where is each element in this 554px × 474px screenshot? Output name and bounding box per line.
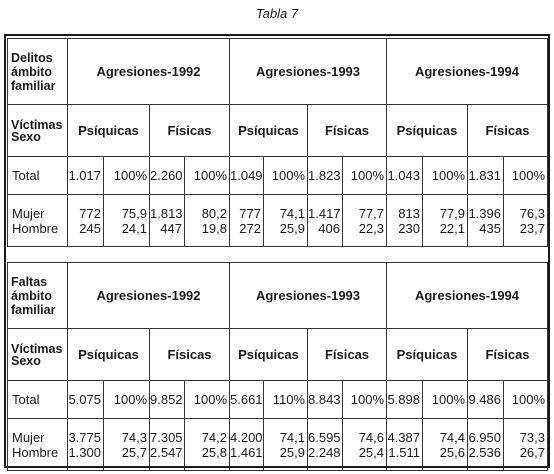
hombre-value: 2.536 [468,444,501,460]
mujer-label: Mujer [12,205,45,221]
total-percent: 100% [185,381,230,419]
total-percent: 100% [104,381,150,419]
hombre-value: 406 [318,220,340,236]
total-count: 1.049 [230,157,264,195]
mujer-value: 6.595 [308,429,341,445]
total-percent: 100% [185,157,230,195]
header-label-line: ámbito [11,64,52,79]
sex-count-cell [230,419,264,471]
group-header: Agresiones-1993 [230,263,387,329]
sex-percent-cell [504,419,548,471]
total-label: Total [8,381,68,419]
table-separator [6,250,548,262]
hombre-value: 435 [479,220,501,236]
mujer-value: 772 [79,205,101,221]
mujer-value: 76,3 [519,205,545,221]
hombre-label: Hombre [12,444,59,460]
hombre-value: 1.461 [230,444,263,460]
sex-count-cell [308,195,343,247]
subheader-row [8,105,548,157]
group-header: Agresiones-1993 [230,39,387,105]
header-label-line: ámbito [11,288,52,303]
sex-count-cell [150,419,185,471]
psiquicas-header: Psíquicas [387,105,468,157]
sex-count-cell [468,419,504,471]
hombre-value: 25,6 [439,444,465,460]
mujer-value: 4.387 [387,429,420,445]
total-percent: 100% [423,157,468,195]
total-percent: 100% [343,381,387,419]
sex-count-cell [468,195,504,247]
tables-frame [4,34,550,468]
victims-sex-label [8,329,68,381]
sex-count-cell [387,419,423,471]
sex-percent-cell [343,419,387,471]
mujer-value: 77,7 [358,205,384,221]
psiquicas-header: Psíquicas [230,329,308,381]
sex-percent-cell [423,419,468,471]
sex-percent-cell [185,419,230,471]
mujer-value: 74,4 [439,429,465,445]
sex-percent-cell [504,195,548,247]
hombre-value: 25,9 [279,220,305,236]
subheader-row [8,329,548,381]
hombre-value: 2.547 [150,444,183,460]
total-count: 9.852 [150,381,185,419]
sex-breakdown-row [8,195,548,247]
group-header: Agresiones-1992 [68,39,230,105]
sex-percent-cell [185,195,230,247]
header-label-line: Delitos [11,50,53,65]
group-header: Agresiones-1994 [387,39,548,105]
delitos-table [7,38,548,247]
sex-count-cell [230,195,264,247]
hombre-value: 2.248 [308,444,341,460]
mujer-value: 777 [239,205,261,221]
header-row [8,39,548,105]
total-percent: 100% [504,157,548,195]
mujer-value: 3.775 [68,429,101,445]
psiquicas-header: Psíquicas [387,329,468,381]
total-count: 1.017 [68,157,104,195]
total-count: 8.843 [308,381,343,419]
hombre-label: Hombre [12,220,59,236]
mujer-value: 73,3 [519,429,545,445]
total-row [8,157,548,195]
fisicas-header: Físicas [150,329,230,381]
total-count: 1.823 [308,157,343,195]
total-label: Total [8,157,68,195]
fisicas-header: Físicas [468,105,548,157]
total-row [8,381,548,419]
mujer-value: 4.200 [230,429,263,445]
mujer-value: 74,6 [358,429,384,445]
group-header: Agresiones-1994 [387,263,548,329]
victims-label-line: Víctimas [11,341,63,356]
fisicas-header: Físicas [468,329,548,381]
sex-labels [8,195,68,247]
sex-count-cell [68,195,104,247]
total-percent: 100% [264,157,308,195]
victims-label-line: Sexo [11,129,41,144]
header-label-line: familiar [11,78,56,93]
total-count: 5.898 [387,381,423,419]
mujer-value: 77,9 [439,205,465,221]
hombre-value: 25,4 [358,444,384,460]
psiquicas-header: Psíquicas [230,105,308,157]
sex-percent-cell [264,419,308,471]
hombre-value: 19,8 [201,220,227,236]
mujer-value: 75,9 [121,205,147,221]
table-caption: Tabla 7 [255,6,299,21]
sex-percent-cell [104,195,150,247]
hombre-value: 1.511 [388,444,420,460]
mujer-value: 74,2 [201,429,227,445]
total-count: 9.486 [468,381,504,419]
hombre-value: 22,1 [439,220,465,236]
mujer-value: 813 [398,205,420,221]
hombre-value: 272 [239,220,261,236]
sex-breakdown-row [8,419,548,471]
hombre-value: 447 [160,220,182,236]
mujer-value: 7.305 [150,429,183,445]
hombre-value: 26,7 [519,444,545,460]
fisicas-header: Físicas [308,329,387,381]
hombre-value: 245 [79,220,101,236]
mujer-value: 74,1 [279,429,305,445]
sex-count-cell [308,419,343,471]
header-row [8,263,548,329]
sex-count-cell [387,195,423,247]
mujer-value: 1.396 [468,205,501,221]
victims-label-line: Víctimas [11,117,63,132]
faltas-table [7,262,548,471]
total-count: 1.043 [387,157,423,195]
header-label-line: Faltas [11,274,48,289]
hombre-value: 24,1 [121,220,147,236]
total-count: 2.260 [150,157,185,195]
sex-labels [8,419,68,471]
table-header-label [8,263,68,329]
hombre-value: 1.300 [68,444,101,460]
sex-count-cell [68,419,104,471]
total-count: 1.831 [468,157,504,195]
header-label-line: familiar [11,302,56,317]
mujer-value: 6.950 [468,429,501,445]
total-percent: 100% [104,157,150,195]
psiquicas-header: Psíquicas [68,105,150,157]
mujer-value: 80,2 [201,205,227,221]
total-percent: 100% [504,381,548,419]
sex-percent-cell [343,195,387,247]
sex-percent-cell [104,419,150,471]
hombre-value: 25,8 [201,444,227,460]
total-count: 5.075 [68,381,104,419]
fisicas-header: Físicas [308,105,387,157]
mujer-value: 74,1 [279,205,305,221]
mujer-value: 1.417 [308,205,341,221]
mujer-value: 1.813 [150,205,183,221]
total-percent: 100% [423,381,468,419]
fisicas-header: Físicas [150,105,230,157]
mujer-value: 74,3 [121,429,147,445]
victims-label-line: Sexo [11,353,41,368]
table-header-label [8,39,68,105]
hombre-value: 230 [398,220,420,236]
victims-sex-label [8,105,68,157]
hombre-value: 22,3 [358,220,384,236]
sex-percent-cell [264,195,308,247]
total-percent: 100% [343,157,387,195]
mujer-label: Mujer [12,429,45,445]
sex-count-cell [150,195,185,247]
psiquicas-header: Psíquicas [68,329,150,381]
hombre-value: 23,7 [519,220,545,236]
total-count: 5.661 [230,381,264,419]
sex-percent-cell [423,195,468,247]
group-header: Agresiones-1992 [68,263,230,329]
total-percent: 110% [264,381,308,419]
hombre-value: 25,7 [121,444,147,460]
hombre-value: 25,9 [279,444,305,460]
